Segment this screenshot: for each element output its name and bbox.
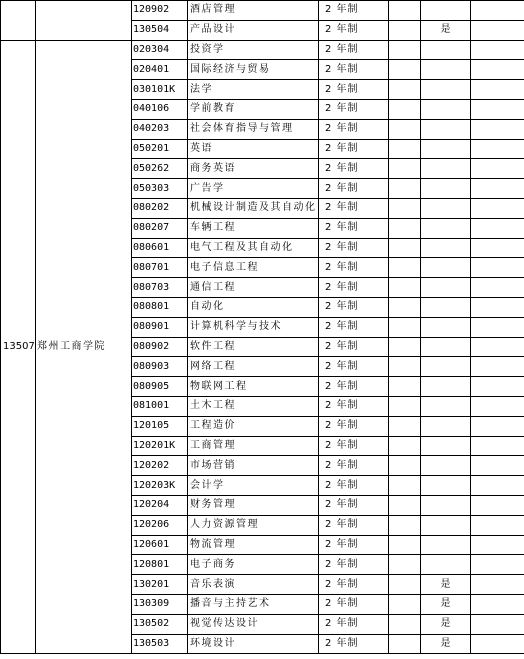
major-name: 学前教育	[188, 99, 319, 119]
duration: 2 年制	[319, 337, 389, 357]
extra	[471, 535, 524, 555]
major-name: 人力资源管理	[188, 515, 319, 535]
extra	[471, 159, 524, 179]
duration: 2 年制	[319, 60, 389, 80]
school-id: 13507	[1, 40, 36, 654]
extra	[471, 139, 524, 159]
major-code: 080903	[132, 357, 188, 377]
duration: 2 年制	[319, 179, 389, 199]
duration: 2 年制	[319, 594, 389, 614]
duration: 2 年制	[319, 20, 389, 40]
major-name: 电子商务	[188, 555, 319, 575]
major-code: 120105	[132, 416, 188, 436]
major-name: 广告学	[188, 179, 319, 199]
major-name: 电气工程及其自动化	[188, 238, 319, 258]
extra	[471, 40, 524, 60]
major-code: 120201K	[132, 436, 188, 456]
duration: 2 年制	[319, 238, 389, 258]
art-flag: 是	[421, 634, 471, 654]
note	[389, 515, 421, 535]
major-code: 080905	[132, 377, 188, 397]
major-code: 120801	[132, 555, 188, 575]
major-code: 130503	[132, 634, 188, 654]
art-flag	[421, 179, 471, 199]
extra	[471, 634, 524, 654]
extra	[471, 476, 524, 496]
major-code: 120204	[132, 495, 188, 515]
major-code: 080902	[132, 337, 188, 357]
note	[389, 179, 421, 199]
duration: 2 年制	[319, 317, 389, 337]
school-id-cell	[1, 1, 36, 41]
major-code: 050303	[132, 179, 188, 199]
table-row	[1, 40, 524, 60]
major-code: 020401	[132, 60, 188, 80]
major-code: 050262	[132, 159, 188, 179]
art-flag	[421, 99, 471, 119]
extra	[471, 258, 524, 278]
note	[389, 357, 421, 377]
duration: 2 年制	[319, 119, 389, 139]
duration: 2 年制	[319, 99, 389, 119]
extra	[471, 297, 524, 317]
art-flag	[421, 337, 471, 357]
extra	[471, 575, 524, 595]
duration: 2 年制	[319, 476, 389, 496]
major-code: 130504	[132, 20, 188, 40]
note	[389, 20, 421, 40]
major-code: 050201	[132, 139, 188, 159]
extra	[471, 198, 524, 218]
major-name: 工程造价	[188, 416, 319, 436]
art-flag	[421, 297, 471, 317]
extra	[471, 238, 524, 258]
extra	[471, 377, 524, 397]
duration: 2 年制	[319, 614, 389, 634]
note	[389, 456, 421, 476]
duration: 2 年制	[319, 159, 389, 179]
art-flag	[421, 218, 471, 238]
art-flag	[421, 416, 471, 436]
note	[389, 99, 421, 119]
major-name: 投资学	[188, 40, 319, 60]
duration: 2 年制	[319, 456, 389, 476]
note	[389, 377, 421, 397]
note	[389, 258, 421, 278]
duration: 2 年制	[319, 495, 389, 515]
major-name: 视觉传达设计	[188, 614, 319, 634]
extra	[471, 119, 524, 139]
art-flag	[421, 278, 471, 298]
art-flag	[421, 456, 471, 476]
duration: 2 年制	[319, 634, 389, 654]
art-flag	[421, 40, 471, 60]
extra	[471, 555, 524, 575]
art-flag	[421, 60, 471, 80]
extra	[471, 80, 524, 100]
art-flag	[421, 198, 471, 218]
duration: 2 年制	[319, 535, 389, 555]
school-name: 郑州工商学院	[36, 40, 132, 654]
major-code: 120203K	[132, 476, 188, 496]
note	[389, 317, 421, 337]
duration: 2 年制	[319, 416, 389, 436]
duration: 2 年制	[319, 198, 389, 218]
extra	[471, 179, 524, 199]
extra	[471, 99, 524, 119]
art-flag	[421, 476, 471, 496]
note	[389, 495, 421, 515]
note	[389, 436, 421, 456]
extra	[471, 456, 524, 476]
art-flag: 是	[421, 575, 471, 595]
major-name: 播音与主持艺术	[188, 594, 319, 614]
note	[389, 198, 421, 218]
major-code: 080901	[132, 317, 188, 337]
major-code: 080601	[132, 238, 188, 258]
major-code: 120902	[132, 1, 188, 21]
major-name: 通信工程	[188, 278, 319, 298]
major-name: 环境设计	[188, 634, 319, 654]
art-flag	[421, 436, 471, 456]
art-flag	[421, 357, 471, 377]
extra	[471, 20, 524, 40]
note	[389, 476, 421, 496]
duration: 2 年制	[319, 377, 389, 397]
note	[389, 80, 421, 100]
major-code: 120206	[132, 515, 188, 535]
extra	[471, 317, 524, 337]
duration: 2 年制	[319, 278, 389, 298]
art-flag: 是	[421, 594, 471, 614]
extra	[471, 218, 524, 238]
note	[389, 1, 421, 21]
major-name: 自动化	[188, 297, 319, 317]
extra	[471, 60, 524, 80]
major-code: 020304	[132, 40, 188, 60]
major-name: 国际经济与贸易	[188, 60, 319, 80]
table-row	[1, 1, 524, 21]
note	[389, 40, 421, 60]
major-code: 130502	[132, 614, 188, 634]
extra	[471, 396, 524, 416]
duration: 2 年制	[319, 555, 389, 575]
major-code: 080207	[132, 218, 188, 238]
major-code: 130201	[132, 575, 188, 595]
art-flag	[421, 555, 471, 575]
major-name: 商务英语	[188, 159, 319, 179]
note	[389, 238, 421, 258]
note	[389, 416, 421, 436]
extra	[471, 416, 524, 436]
art-flag: 是	[421, 20, 471, 40]
major-name: 电子信息工程	[188, 258, 319, 278]
major-name: 市场营销	[188, 456, 319, 476]
art-flag	[421, 139, 471, 159]
note	[389, 139, 421, 159]
note	[389, 218, 421, 238]
major-name: 软件工程	[188, 337, 319, 357]
major-code: 080703	[132, 278, 188, 298]
art-flag	[421, 495, 471, 515]
major-name: 物联网工程	[188, 377, 319, 397]
major-name: 网络工程	[188, 357, 319, 377]
major-name: 法学	[188, 80, 319, 100]
note	[389, 594, 421, 614]
note	[389, 634, 421, 654]
note	[389, 297, 421, 317]
major-name: 英语	[188, 139, 319, 159]
art-flag	[421, 159, 471, 179]
art-flag	[421, 535, 471, 555]
art-flag	[421, 238, 471, 258]
major-name: 计算机科学与技术	[188, 317, 319, 337]
duration: 2 年制	[319, 297, 389, 317]
major-name: 财务管理	[188, 495, 319, 515]
major-name: 音乐表演	[188, 575, 319, 595]
major-name: 车辆工程	[188, 218, 319, 238]
art-flag	[421, 119, 471, 139]
note	[389, 278, 421, 298]
art-flag: 是	[421, 614, 471, 634]
major-name: 工商管理	[188, 436, 319, 456]
art-flag	[421, 377, 471, 397]
extra	[471, 495, 524, 515]
major-code: 081001	[132, 396, 188, 416]
extra	[471, 357, 524, 377]
duration: 2 年制	[319, 396, 389, 416]
extra	[471, 436, 524, 456]
duration: 2 年制	[319, 40, 389, 60]
major-name: 产品设计	[188, 20, 319, 40]
duration: 2 年制	[319, 218, 389, 238]
note	[389, 396, 421, 416]
note	[389, 575, 421, 595]
major-code: 130309	[132, 594, 188, 614]
note	[389, 535, 421, 555]
extra	[471, 278, 524, 298]
duration: 2 年制	[319, 575, 389, 595]
major-code: 080801	[132, 297, 188, 317]
art-flag	[421, 1, 471, 21]
major-code: 080202	[132, 198, 188, 218]
major-code: 120601	[132, 535, 188, 555]
duration: 2 年制	[319, 139, 389, 159]
major-name: 酒店管理	[188, 1, 319, 21]
duration: 2 年制	[319, 436, 389, 456]
major-code: 120202	[132, 456, 188, 476]
extra	[471, 1, 524, 21]
extra	[471, 515, 524, 535]
note	[389, 337, 421, 357]
major-code: 030101K	[132, 80, 188, 100]
major-name: 机械设计制造及其自动化	[188, 198, 319, 218]
note	[389, 614, 421, 634]
extra	[471, 594, 524, 614]
duration: 2 年制	[319, 515, 389, 535]
major-name: 物流管理	[188, 535, 319, 555]
art-flag	[421, 396, 471, 416]
note	[389, 119, 421, 139]
major-code: 080701	[132, 258, 188, 278]
program-table-body	[1, 1, 524, 654]
duration: 2 年制	[319, 357, 389, 377]
duration: 2 年制	[319, 80, 389, 100]
major-code: 040106	[132, 99, 188, 119]
school-name-cell	[36, 1, 132, 41]
major-name: 社会体育指导与管理	[188, 119, 319, 139]
art-flag	[421, 80, 471, 100]
art-flag	[421, 317, 471, 337]
extra	[471, 337, 524, 357]
extra	[471, 614, 524, 634]
art-flag	[421, 515, 471, 535]
duration: 2 年制	[319, 1, 389, 21]
note	[389, 159, 421, 179]
major-name: 会计学	[188, 476, 319, 496]
note	[389, 60, 421, 80]
major-code: 040203	[132, 119, 188, 139]
art-flag	[421, 258, 471, 278]
note	[389, 555, 421, 575]
duration: 2 年制	[319, 258, 389, 278]
major-name: 土木工程	[188, 396, 319, 416]
